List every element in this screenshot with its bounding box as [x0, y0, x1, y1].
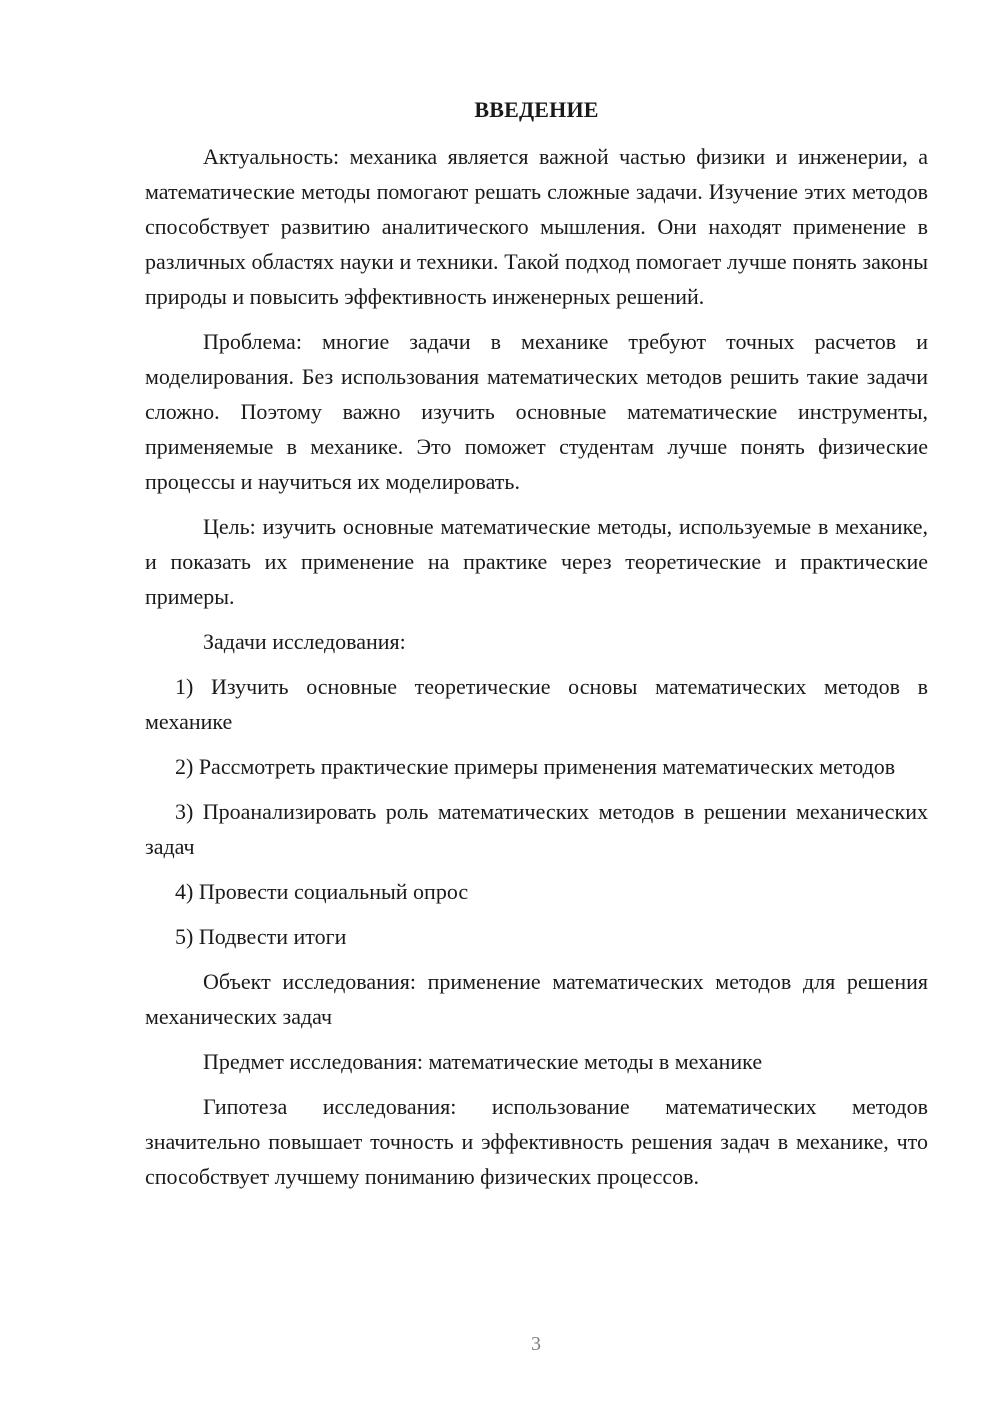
task-item-5: 5) Подвести итоги [175, 924, 347, 949]
task-item-4: 4) Провести социальный опрос [175, 879, 469, 904]
paragraph-object: Объект исследования: применение математических методов для решения механических задач [145, 969, 928, 1029]
paragraph-relevance: Актуальность: механика является важной частью физики и инженерии, а математические методы помогают решать сложные задачи. Изучение этих методов способствует развитию аналитического мышления. Они находят применение в различных областях науки и техники. Такой подход помогает лучше понять законы природы и повысить эффективность инженерных решений. [145, 144, 928, 309]
paragraph-subject: Предмет исследования: математические методы в механике [203, 1049, 763, 1074]
task-item-3: 3) Проанализировать роль математических методов в решении механических задач [145, 799, 928, 859]
document-page [145, 95, 928, 1194]
page-title: ВВЕДЕНИЕ [474, 97, 599, 122]
paragraph-tasks-heading: Задачи исследования: [203, 629, 406, 654]
paragraph-problem: Проблема: многие задачи в механике требуют точных расчетов и моделирования. Без использования математических методов решить такие задачи сложно. Поэтому важно изучить основные математические инструменты, применяемые в механике. Это поможет студентам лучше понять физические процессы и научиться их моделировать. [145, 329, 928, 494]
page-number: 3 [531, 1333, 541, 1355]
paragraph-goal: Цель: изучить основные математические методы, используемые в механике, и показать их применение на практике через теоретические и практические примеры. [145, 514, 928, 609]
task-item-2: 2) Рассмотреть практические примеры применения математических методов [175, 754, 896, 779]
paragraph-hypothesis: Гипотеза исследования: использование математических методов значительно повышает точность и эффективность решения задач в механике, что способствует лучшему пониманию физических процессов. [145, 1094, 928, 1189]
task-item-1: 1) Изучить основные теоретические основы математических методов в механике [145, 674, 928, 734]
